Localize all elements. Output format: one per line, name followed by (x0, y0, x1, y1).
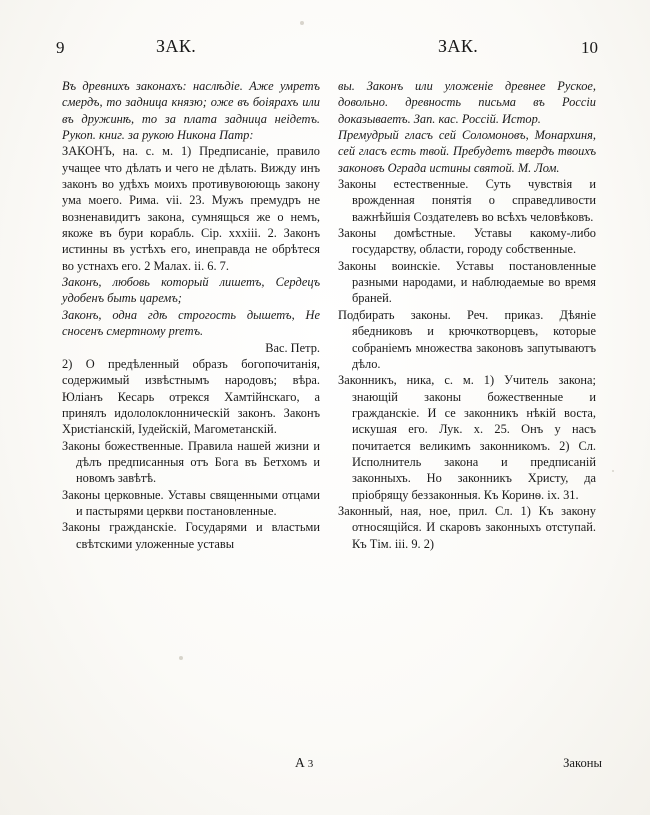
paragraph: Законъ, одна гдѣ строгость дышетъ, Не сносенъ смертному premъ. (62, 307, 320, 339)
page-speck (179, 656, 183, 660)
paragraph: Законы божественные. Правила нашей жизни и дѣлъ предписанныя отъ Бога въ Бетхомъ и новомъ завѣтѣ. (62, 438, 320, 486)
paragraph: ЗАКОНЪ, на. с. м. 1) Предписанiе, правило учащее что дѣлать и чего не дѣлать. Вижду инъ законъ во удѣхъ моихъ противувоюющь закону ума моего. Рима. vii. 23. Мужъ премудръ не возненавидитъ закона, сумнящься же о немъ, якоже въ бури корабль. Сiр. xxxiii. 2. Законъ истинны въ устѣхъ его, инеправда не обрѣтеся во устнахъ его. 2 Малах. ii. 6. 7. (62, 144, 320, 273)
folio-number-left: 9 (56, 38, 65, 57)
page-header (48, 36, 602, 62)
paragraph: Законъ, любовь который лишетъ, Сердецъ удобенъ быть царемъ; (62, 275, 320, 306)
signature-letter: А (295, 755, 305, 770)
citation-attribution: Вас. Петр. (265, 340, 320, 355)
page-speck (300, 21, 304, 25)
paragraph: Законы естественные. Суть чувствiя и врожденная понятiя о справедливости важнѣйшiя Создателевъ во всѣхъ человѣковъ. (338, 177, 596, 224)
paragraph: Законы домѣстные. Уставы какому-либо государству, области, городу собственные. (338, 226, 596, 257)
running-head-left: ЗАК. (156, 36, 197, 56)
catchword: Законы (563, 756, 602, 770)
signature-number: 3 (307, 758, 314, 770)
paragraph: Законы церковные. Уставы священными отцами и пастырями церкви постановленные. (62, 487, 320, 518)
paragraph: Законы гражданскiе. Государями и властьми свѣтскими уложенные уставы (62, 520, 320, 551)
text-column-left (62, 78, 320, 552)
paragraph: Премудрый гласъ сей Соломоновъ, Монархиня, сей гласъ есть твой. Пребудетъ твердъ твоихъ законовъ Ограда истины святой. М. Лом. (338, 128, 596, 175)
paragraph: Законы воинскiе. Уставы постановленные разными народами, и наблюдаемые во время браней. (338, 258, 596, 306)
text-column-right (338, 78, 596, 552)
paragraph: Подбирать законы. Реч. приказ. Дѣянiе ябедниковъ и крючкотворцевъ, которые собранiемъ множества законовъ запутываютъ дѣло. (338, 307, 596, 371)
paragraph: вы. Законъ или уложенiе древнее Руское, довольно. древность письма въ Россiи доказываетъ. Зап. кас. Россiй. Истор. (338, 79, 596, 126)
paragraph: Въ древнихъ законахъ: наслѣдiе. Аже умретъ смердъ, то задница князю; оже въ боiярахъ или въ дружинѣ, то за плата задница неiдетъ. Рукоп. книг. за рукою Никона Патр: (62, 79, 320, 143)
running-head-right: ЗАК. (438, 36, 479, 56)
page-speck (612, 470, 614, 472)
paragraph: Законный, ная, ное, прил. Сл. 1) Къ закону относящiйся. И скаровъ законныхъ отступай. Къ Тiм. iii. 9. 2) (338, 503, 596, 551)
signature-mark (295, 755, 313, 771)
paragraph: Законникъ, ника, с. м. 1) Учитель закона; знающiй законы божественные и гражданскiе. И се законникъ нѣкiй воста, искушая его. Лук. x. 25. Онъ у насъ почитается великимъ законникомъ. 2) Сл. Исполнитель закона и предписанiй законныхъ. Но законникъ Христу, да прiобрящу беззаконныя. Къ Коринѳ. ix. 31. (338, 373, 596, 502)
paragraph: 2) О предѣленный образъ богопочитанiя, содержимый извѣстнымъ народовъ; вѣра. Юлiанъ Кесарь отрекся Хамтiйнскаго, а принялъ идололоклонническiй законъ. Законъ Христiанскiй, Iудейскiй, Магометанскiй. (62, 356, 320, 437)
folio-number-right: 10 (581, 38, 598, 57)
